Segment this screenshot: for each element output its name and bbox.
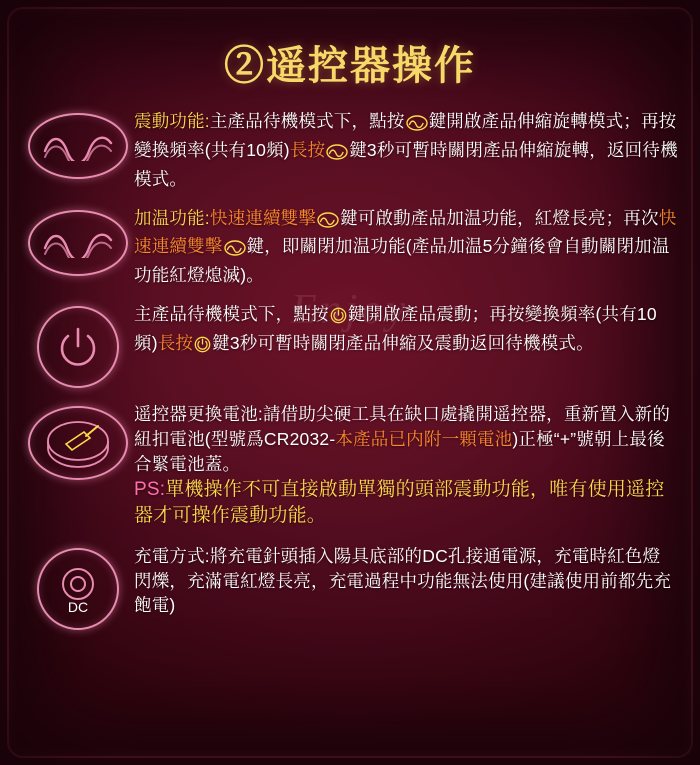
wave-oval-icon [28, 113, 128, 179]
dc-charge-icon [37, 548, 119, 630]
wave-glyph [41, 228, 115, 258]
row5-text1: 充電方式:將充電針頭插入陽具底部的DC孔接通電源，充電時紅色燈閃爍，充滿電紅燈長亮，充電過程中功能無法使用(建議使用前都先充飽電) [134, 545, 672, 616]
wave-button-icon [224, 238, 246, 263]
row2-text2: 鍵，即關閉加温功能(產品加温5分鐘後會自動關閉加温功能紅燈熄滅)。 [134, 236, 670, 286]
row2-text1: 鍵可啟動產品加温功能，紅燈長亮；再次 [340, 207, 659, 228]
dc-glyph [47, 558, 109, 620]
row-text [134, 206, 678, 289]
svg-text:DC: DC [67, 598, 89, 615]
row1-text2: 鍵開啟產品伸縮旋轉模式；再按變換頻率(共有10頻) [134, 111, 677, 160]
row-vibration [22, 109, 678, 192]
row1-text3: 鍵3秒可暫時關閉產品伸縮旋轉，返回待機模式。 [134, 139, 678, 189]
icon-cell [22, 109, 134, 179]
icon-cell [22, 544, 134, 630]
wave-glyph [41, 131, 115, 161]
row3-highlight: 長按 [157, 332, 194, 353]
row3-text1: 主產品待機模式下，點按 [134, 304, 329, 325]
row4-text2: )正極“+”號朝上最後合緊電池蓋。 [134, 428, 665, 474]
wave-oval-icon [28, 210, 128, 276]
row2-label: 加温功能: [134, 207, 210, 228]
wave-button-icon [326, 142, 348, 167]
power-button-icon [37, 306, 119, 388]
watermark-text: Enjoy [291, 287, 409, 333]
row-power [22, 302, 678, 388]
ps-label: PS: [134, 478, 166, 500]
row-charging [22, 544, 678, 630]
row-text [134, 544, 678, 619]
icon-cell [22, 302, 134, 388]
row2-highlight2: 快速連續雙擊 [134, 207, 677, 257]
row4-highlight: 本產品已内附一顆電池 [335, 428, 513, 449]
row-battery [22, 402, 678, 530]
row1-highlight: 長按 [289, 139, 326, 160]
wave-button-icon [406, 113, 428, 138]
battery-glyph [36, 414, 120, 472]
row3-text2: 鍵開啟產品震動；再按變換頻率(共有10頻) [134, 304, 657, 353]
wave-button-icon [317, 210, 339, 235]
page-title: ②遥控器操作 [224, 44, 476, 88]
row-text [134, 302, 678, 360]
ps-note [134, 477, 678, 530]
row3-text3: 鍵3秒可暫時關閉產品伸縮及震動返回待機模式。 [212, 332, 594, 353]
ps-text: 單機操作不可直接啟動單獨的頭部震動功能，唯有使用遥控器才可操作震動功能。 [134, 478, 665, 527]
row-text [134, 402, 678, 530]
battery-cover-icon [28, 406, 128, 480]
icon-cell [22, 402, 134, 480]
power-glyph [58, 325, 98, 369]
row2-highlight1: 快速連續雙擊 [209, 207, 317, 228]
power-small-icon [194, 335, 211, 360]
icon-cell [22, 206, 134, 276]
power-small-icon [330, 306, 347, 331]
row-heating [22, 206, 678, 289]
instruction-rows [0, 91, 700, 630]
row1-text1: 主產品待機模式下，點按 [209, 111, 405, 131]
row4-text1: 遥控器更換電池:請借助尖硬工具在缺口處撬開遥控器，重新置入新的紐扣電池(型號爲CR2032- [134, 404, 671, 449]
row1-label: 震動功能: [134, 111, 210, 131]
row-text [134, 109, 678, 192]
